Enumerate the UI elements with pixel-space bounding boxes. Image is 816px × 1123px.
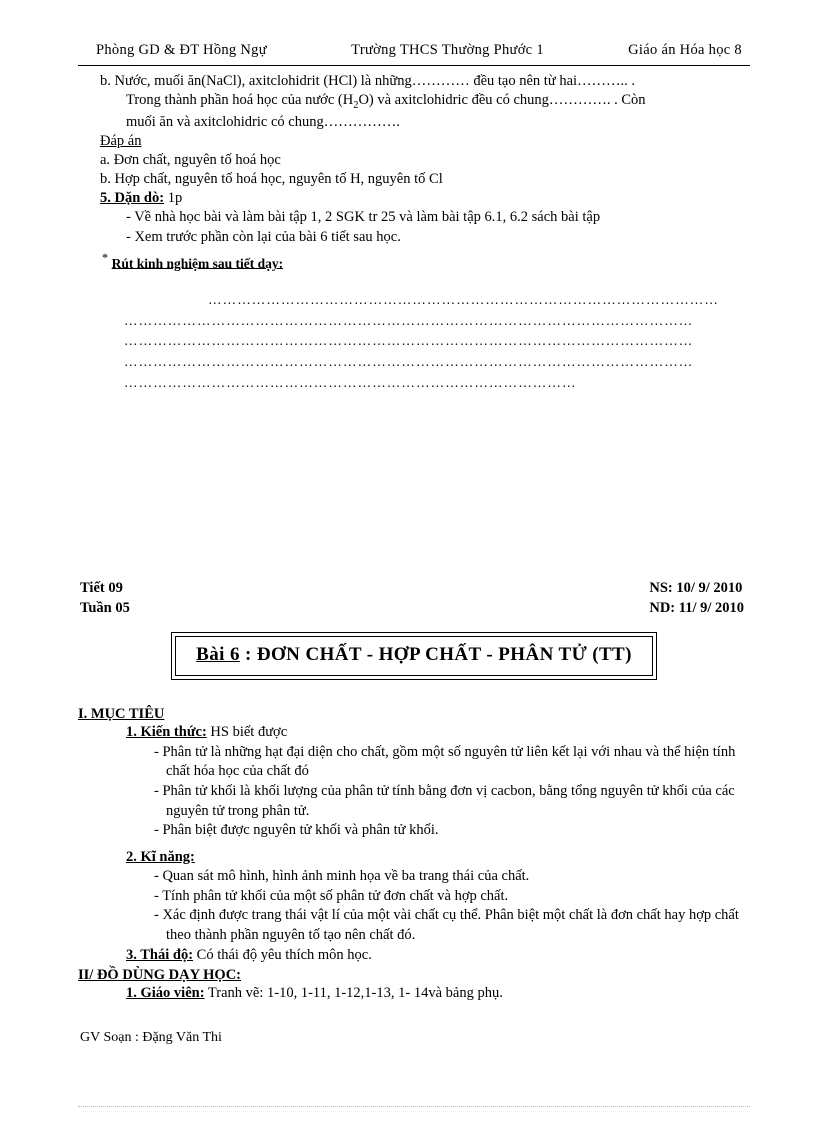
- knowledge-heading: [126, 723, 750, 743]
- skills-point-1: - Quan sát mô hình, hình ảnh minh họa về ba trang thái của chất.: [154, 868, 530, 885]
- teacher-materials: [126, 984, 750, 1004]
- page-footer: GV Soạn : Đặng Văn Thi: [80, 1029, 222, 1045]
- section-1-heading: [78, 706, 750, 723]
- knowledge-point-3: - Phân biệt được nguyên tử khối và phân tử khối.: [154, 822, 439, 839]
- answer-label-b: b.: [100, 171, 111, 188]
- lesson-meta-left: [80, 579, 130, 618]
- lesson-title-box: [175, 636, 653, 676]
- answer-text-a: Đơn chất, nguyên tố hoá học: [113, 152, 281, 169]
- homework-line-1: - Về nhà học bài và làm bài tập 1, 2 SGK tr 25 và làm bài tập 6.1, 6.2 sách bài tập: [126, 209, 601, 226]
- teacher-text: Tranh vẽ: 1-10, 1-11, 1-12,1-13, 1- 14và bảng phụ.: [204, 985, 503, 1002]
- reflection-title: Rút kinh nghiệm sau tiết dạy:: [111, 255, 284, 271]
- knowledge-intro: HS biết được: [206, 724, 288, 741]
- knowledge-point-1: - Phân tử là những hạt đại diện cho chất, gồm một số nguyên tử liên kết lại với nhau và thể hiện tính chất hóa học của chất đó: [154, 743, 736, 780]
- header-subject: Giáo án Hóa học 8: [628, 42, 742, 58]
- answer-block: [78, 132, 750, 189]
- homework-line-2: - Xem trước phần còn lại của bài 6 tiết sau học.: [126, 228, 401, 245]
- question-text-1: Nước, muối ăn(NaCl), axitclohidrit (HCl) là những………… đều tạo nên từ hai……….. .: [114, 73, 636, 89]
- attitude-label: 3. Thái độ:: [126, 946, 194, 963]
- page-content: [78, 42, 750, 1046]
- skills-point-2: - Tính phân tử khối của một số phân tử đơn chất và hợp chất.: [154, 887, 509, 904]
- lesson-period: Tiết 09: [80, 580, 123, 597]
- lesson-nd-date: ND: 11/ 9/ 2010: [649, 599, 744, 616]
- section-1-heading-text: I. MỤC TIÊU: [78, 706, 165, 723]
- skills-label: 2. Kĩ năng:: [126, 848, 195, 865]
- reflection-block: [78, 251, 750, 395]
- dotted-line-5: …………………………………………………………………………………: [124, 375, 577, 391]
- question-text-2b: O) và axitclohidric đều có chung…………. . Còn: [358, 92, 646, 109]
- header-school-name: Trường THCS Thường Phước 1: [351, 42, 544, 58]
- dotted-line-4: ………………………………………………………………………………………………………: [124, 354, 694, 370]
- answer-text-b: Hợp chất, nguyên tố hoá học, nguyên tố H, nguyên tố Cl: [114, 171, 443, 188]
- question-block: [78, 72, 750, 132]
- footer-divider: [78, 1106, 750, 1107]
- header-school-dept: Phòng GD & ĐT Hồng Ngự: [96, 42, 267, 58]
- reflection-marker: *: [102, 250, 109, 265]
- lesson-title-outer-border: [171, 632, 657, 680]
- lesson-meta-right: [649, 579, 744, 618]
- homework-heading-time: 1p: [164, 190, 183, 207]
- lesson-title-text: : ĐƠN CHẤT - HỢP CHẤT - PHÂN TỬ (TT): [239, 644, 632, 666]
- answer-title-text: Đáp án: [100, 132, 142, 149]
- question-text-2a: Trong thành phần hoá học của nước (H: [126, 92, 354, 109]
- answer-item-b: [100, 170, 750, 189]
- skills-heading: [126, 848, 750, 868]
- homework-heading: [100, 189, 750, 208]
- question-subscript: 2: [353, 100, 359, 112]
- dotted-line-1: ……………………………………………………………………………………………: [208, 291, 719, 307]
- section-2-heading-text: II/ ĐỒ DÙNG DẠY HỌC:: [78, 967, 241, 984]
- knowledge-label: 1. Kiến thức:: [126, 724, 207, 741]
- reflection-heading: [102, 251, 750, 274]
- knowledge-point-2: - Phân tử khối là khối lượng của phân tử tính bằng đơn vị cacbon, bằng tổng nguyên tử khối của các nguyên tử trong phân tử.: [154, 783, 735, 819]
- attitude-text: Có thái độ yêu thích môn học.: [193, 946, 372, 963]
- gap-1: [78, 841, 750, 848]
- homework-block: [78, 189, 750, 246]
- answer-title: [100, 132, 750, 151]
- dotted-line-2: ………………………………………………………………………………………………………: [124, 312, 694, 328]
- header-divider: [78, 65, 750, 66]
- question-line-1: [100, 72, 750, 91]
- lesson-meta: [78, 579, 750, 618]
- page-header: [78, 42, 750, 59]
- lesson-title-number: Bài 6: [196, 644, 240, 666]
- lesson-title-wrap: [78, 632, 750, 680]
- question-line-3: muối ăn và axitclohidric có chung…………….: [126, 113, 400, 130]
- dotted-line-3: ………………………………………………………………………………………………………: [124, 333, 694, 349]
- reflection-dotted-lines: [78, 290, 750, 395]
- section-2-heading: [78, 967, 750, 984]
- teacher-label: 1. Giáo viên:: [126, 985, 205, 1002]
- lesson-week: Tuần 05: [80, 599, 130, 616]
- vertical-spacer: [78, 394, 750, 579]
- answer-label-a: a.: [100, 152, 111, 169]
- question-line-2: [126, 91, 750, 113]
- attitude-heading: [126, 946, 750, 966]
- homework-heading-text: 5. Dặn dò:: [100, 190, 165, 207]
- answer-item-a: [100, 151, 750, 170]
- lesson-ns-date: NS: 10/ 9/ 2010: [649, 580, 743, 597]
- skills-point-3: - Xác định được trang thái vật lí của một vài chất cụ thể. Phân biệt một chất là đơn chất hay hợp chất theo thành phần nguyên tố tạo nên chất đó.: [154, 907, 739, 943]
- question-label: b.: [100, 73, 111, 89]
